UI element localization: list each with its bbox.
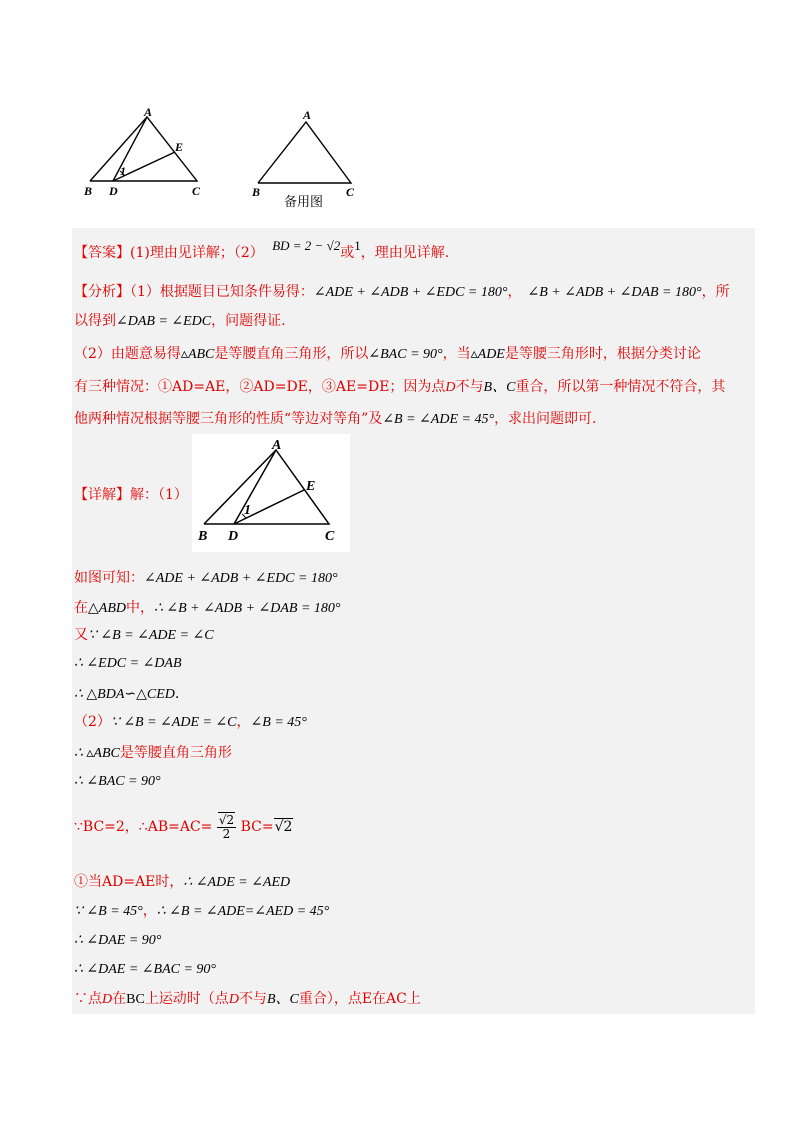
detail-line-3: 又∵ ∠B = ∠ADE = ∠C [74,627,214,643]
label-c: C [192,184,201,198]
detail-line-7: ∴ ▵ABC是等腰直角三角形 [74,745,232,761]
answer-formula: BD = 2 − √2 [272,238,341,253]
analysis-line-3: （2）由题意易得▵ABC是等腰直角三角形，所以∠BAC = 90°，当▵ADE是等腰三角形时，根据分类讨论 [74,346,701,362]
label-a: A [144,105,153,119]
detail-line-12: ∴ ∠DAE = 90° [74,933,162,948]
detail-header: 【详解】解：（1） [74,487,188,503]
detail-line-13: ∴ ∠DAE = ∠BAC = 90° [74,962,217,977]
detail-line-9: ∵BC=2，∴AB=AC= $\frac{√2}{2}$ BC=√2 [74,812,293,841]
figure-triangle-3 [192,434,350,552]
detail-line-5: ∴ △BDA∽△CED. [74,686,180,702]
detail-line-6: （2）∵ ∠B = ∠ADE = ∠C，∠B = 45° [74,714,307,730]
detail-line-2: 在△ABD中，∴ ∠B + ∠ADB + ∠DAB = 180° [74,600,341,616]
detail-line-4: ∴ ∠EDC = ∠DAB [74,656,182,671]
figure-triangle-1 [80,105,210,200]
label-b: B [84,184,93,198]
label-a: A [303,108,312,122]
label-b: B [198,529,208,544]
analysis-line-1: 【分析】（1）根据题目已知条件易得：∠ADE + ∠ADB + ∠EDC = 180°， ∠B + ∠ADB + ∠DAB = 180°，所 [74,284,730,300]
detail-label: 【详解】 [74,487,130,503]
detail-line-8: ∴ ∠BAC = 90° [74,774,161,789]
answer-label: 【答案】 [74,245,130,261]
label-d: D [228,529,239,544]
figure-triangle-2 [248,105,368,200]
answer-line: 【答案】(1)理由见详解；（2） BD = 2 − √2或1，理由见详解. [74,238,450,261]
analysis-label: 【分析】 [74,284,130,300]
figure-caption: 备用图 [284,195,324,210]
label-angle-1: 1 [244,503,251,518]
detail-line-1: 如图可知：∠ADE + ∠ADB + ∠EDC = 180° [74,570,338,586]
label-angle-1: 1 [120,164,126,178]
label-e: E [175,140,184,154]
label-a: A [272,438,282,453]
detail-line-14: ∵点D在BC上运动时（点D不与B、C重合），点E在AC上 [74,991,421,1007]
label-d: D [109,184,118,198]
detail-line-10: ①当AD=AE时，∴ ∠ADE = ∠AED [74,874,291,890]
label-e: E [306,479,316,494]
analysis-line-4: 有三种情况：①AD=AE，②AD=DE，③AE=DE；因为点D不与B、C重合，所以第一种情况不符合，其 [74,379,726,395]
detail-line-11: ∵ ∠B = 45°，∴ ∠B = ∠ADE=∠AED = 45° [74,903,330,919]
analysis-line-2: 以得到∠DAB = ∠EDC，问题得证. [74,313,286,329]
analysis-line-5: 他两种情况根据等腰三角形的性质“等边对等角”及∠B = ∠ADE = 45°，求出问题即可. [74,411,597,427]
label-b: B [252,185,261,199]
label-c: C [346,185,355,199]
fraction-sqrt2-over-2: $\frac{√2}{2}$ [218,812,235,841]
label-c: C [325,529,335,544]
